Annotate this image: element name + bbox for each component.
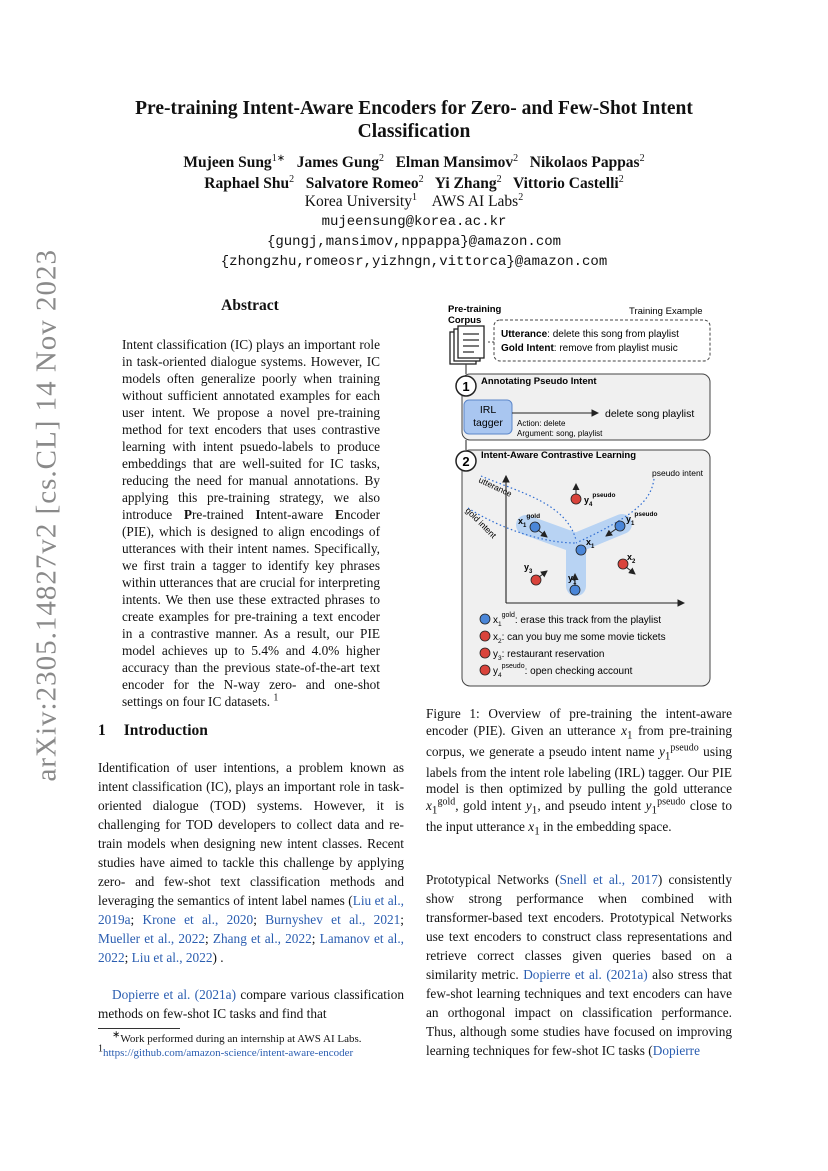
pie-letter-e: E: [334, 507, 344, 522]
legend-var: x: [493, 632, 498, 643]
author-line-2: [90, 175, 738, 193]
legend-marker-red: [480, 665, 490, 675]
utterance-example: [501, 329, 679, 340]
email-3: {zhongzhu,romeosr,yizhngn,vittorca}@amazon.com: [220, 254, 608, 270]
pie-word-intent: ntent-aware: [260, 507, 335, 522]
corpus-label-line-1: Pre-training: [448, 304, 502, 315]
training-example-box: [494, 320, 710, 361]
paper-title: [90, 97, 738, 143]
footnote-mark: 1: [273, 692, 279, 704]
author-name: Salvatore Romeo: [305, 175, 419, 192]
label-y1p-sub: 1: [631, 521, 635, 527]
math-var: y: [525, 797, 532, 813]
label-y1p-sup: pseudo: [634, 511, 658, 518]
gold-intent-axis-label: gold intent: [463, 505, 499, 541]
point-x1-anchor: [576, 545, 586, 555]
arxiv-identifier: arXiv:2305.14827v2 [cs.CL] 14 Nov 2023: [30, 248, 63, 782]
citation-link[interactable]: Dopierre: [652, 1043, 700, 1058]
body-text: also stress that few-shot learning techniques and text encoders can have an orthogonal impact on classification performance. Thus, although some studies have focused on improving learning techniques for few-shot IC tasks (: [426, 967, 732, 1058]
author-name: Raphael Shu: [204, 175, 290, 192]
math-sub: 1: [531, 804, 538, 817]
math-sub: 1: [534, 825, 540, 838]
point-y1-pseudo: [615, 521, 625, 531]
citation-separator: ;: [130, 912, 143, 927]
label-x2-var: x: [627, 552, 633, 562]
legend-sup: gold: [501, 612, 515, 619]
citation-link[interactable]: Lamanov et al., 2022: [98, 931, 404, 965]
legend-var: y: [493, 666, 498, 677]
citation-link[interactable]: Snell et al., 2017: [559, 872, 658, 887]
title-line-2: Classification: [357, 121, 471, 142]
citation-link[interactable]: Zhang et al., 2022: [212, 931, 312, 946]
pie-word-pre: re-trained: [192, 507, 256, 522]
math-var: y: [658, 743, 665, 759]
argument-label: Argument: song, playlist: [517, 429, 603, 438]
intro-paragraph-2: [98, 985, 404, 1023]
label-x1g-var: x: [518, 516, 524, 526]
corpus-label-line-2: Corpus: [448, 315, 482, 326]
label-y4-sup: pseudo: [592, 492, 616, 499]
intro-text: compare various classification methods on few-shot IC tasks and find that: [98, 987, 404, 1021]
caption-text: using labels from the intent role labeling (IRL) tagger. Our PIE model is then optimized by pulling the gold utterance: [426, 743, 732, 797]
author-affil-mark: 2: [618, 173, 624, 185]
gold-intent-key: Gold Intent: [501, 343, 554, 354]
abstract-text-a: Intent classification (IC) plays an important role in task-oriented dialogue systems. However, IC models often generalize poorly when training without sufficient annotated examples for each user intent. We propose a novel pre-training method for text encoders that uses contrastive learning with intent psuedo-labels to produce embeddings that are well-suited for IC tasks, reducing the need for manual annotations. By applying this pre-training strategy, we also introduce: [122, 337, 380, 522]
body-text: Prototypical Networks (: [426, 872, 560, 887]
intro-text: Identification of user intentions, a problem known as intent classification (IC), plays an important role in task-oriented dialogue (TOD) systems. However, it is challenging for TOD developers to collect data and re-train models when designing new intent classes. Recent studies have aimed to tackle this challenge by applying zero- and few-shot text classification methods and leveraging the semantics of intent label names (: [98, 760, 404, 908]
pseudo-intent-output: delete song playlist: [605, 408, 695, 420]
caption-text: close to the input utterance: [426, 797, 733, 834]
legend-item-1: [493, 612, 661, 628]
email-2: {gungj,mansimov,nppappa}@amazon.com: [266, 234, 562, 250]
affiliation-mark: 2: [518, 191, 524, 203]
math-var: x: [426, 797, 432, 813]
legend-sup: pseudo: [501, 663, 525, 670]
footnote-mark: ∗: [112, 1029, 121, 1041]
footnote-text: Work performed during an internship at AWS AI Labs.: [120, 1033, 362, 1045]
label-x2-sub: 2: [632, 559, 636, 565]
author-affil-mark: 1∗: [271, 152, 286, 164]
step-2-number: 2: [462, 454, 470, 469]
pseudo-intent-axis-label: pseudo intent: [652, 468, 704, 478]
math-sub: 1: [651, 804, 658, 817]
math-sub: 1: [431, 804, 438, 817]
citation-separator: ;: [400, 912, 404, 927]
tagger-label-line-2: tagger: [473, 417, 503, 429]
citation-separator: ;: [124, 950, 132, 965]
caption-text: , gold intent: [455, 797, 526, 813]
caption-text: Overview of pre-training the intent-aware encoder (PIE). Given an utterance: [426, 706, 732, 738]
step-1-title: Annotating Pseudo Intent: [481, 376, 597, 387]
legend-sub: 4: [498, 672, 502, 679]
author-affil-mark: 2: [496, 173, 502, 185]
caption-text: from pre-training corpus, we generate a pseudo intent name: [426, 722, 733, 759]
label-y1-sub: 1: [573, 580, 577, 586]
math-var: y: [645, 797, 652, 813]
right-column-paragraph: [426, 870, 732, 1060]
label-y1p-var: y: [626, 514, 632, 524]
abstract-body: [122, 336, 380, 710]
pie-letter-i: I: [255, 507, 261, 522]
affiliations: [90, 193, 738, 211]
author-name: James Gung: [296, 154, 379, 171]
training-example-label: Training Example: [629, 306, 703, 317]
legend-text: : can you buy me some movie tickets: [501, 632, 666, 643]
label-x1-sub: 1: [591, 544, 595, 550]
legend-text: : erase this track from the playlist: [514, 615, 662, 626]
email-1: mujeensung@korea.ac.kr: [321, 214, 507, 230]
title-line-1: Pre-training Intent-Aware Encoders for Zero- and Few-Shot Intent: [135, 98, 693, 119]
footnote-1: [98, 1029, 404, 1046]
label-x1g-sub: 1: [523, 523, 527, 529]
step-2-title: Intent-Aware Contrastive Learning: [481, 450, 637, 461]
citation-link[interactable]: Liu et al., 2022: [131, 950, 213, 965]
utterance-key: Utterance: [501, 329, 548, 340]
legend-sub: 1: [498, 621, 502, 628]
author-name: Elman Mansimov: [395, 154, 514, 171]
caption-text: in the embedding space.: [539, 818, 672, 834]
math-sup: pseudo: [670, 742, 699, 754]
caption-label: Figure 1:: [426, 706, 489, 721]
step-1-number: 1: [462, 379, 470, 394]
label-y1-var: y: [568, 573, 574, 583]
body-text: ) consistently show strong performance when combined with transformer-based text encoders. Prototypical Networks use text encoders to construct class representations and retrieve correct classes given queries based on a similarity metric.: [426, 872, 732, 982]
footnote-mark: 1: [98, 1043, 103, 1055]
caption-text: , and pseudo intent: [537, 797, 646, 813]
figure-1-diagram: [426, 298, 732, 694]
legend-marker-blue: [480, 614, 490, 624]
legend-marker-red: [480, 648, 490, 658]
citation-link[interactable]: Dopierre et al. (2021a): [112, 987, 237, 1002]
label-y4-var: y: [584, 495, 590, 505]
legend-marker-red: [480, 631, 490, 641]
figure-1-caption: [426, 706, 732, 840]
author-affil-mark: 2: [513, 152, 519, 164]
section-heading-introduction: [98, 722, 226, 740]
label-y4-sub: 4: [589, 502, 593, 508]
author-affil-mark: 2: [418, 173, 424, 185]
gold-intent-value: : remove from playlist music: [553, 343, 678, 354]
label-x1g-sup: gold: [526, 513, 541, 520]
author-affil-mark: 2: [289, 173, 295, 185]
tagger-label-line-1: IRL: [479, 404, 497, 416]
citation-link[interactable]: Krone et al., 2020: [142, 912, 254, 927]
abstract-text-b: ncoder (PIE), which is designed to align encodings of utterances with their intent names. Specifically, we first train a tagger to identify key phrases within utterances that are crucial for interpreting intents. We then use these extracted phrases to create examples for pre-training a text encoder in a contrastive manner. As a result, our PIE model achieves up to 5.4% and 4.0% higher accuracy than the previous state-of-the-art text encoder for the N-way zero- and one-shot settings on four IC datasets.: [122, 507, 381, 709]
citation-separator: ;: [253, 912, 266, 927]
point-y4-pseudo: [571, 494, 581, 504]
affiliation-mark: 1: [411, 191, 417, 203]
citation-link[interactable]: Burnyshev et al., 2021: [265, 912, 401, 927]
author-affil-mark: 2: [378, 152, 384, 164]
point-y1-gold: [570, 585, 580, 595]
author-affil-mark: 2: [639, 152, 645, 164]
author-line-1: [90, 154, 738, 172]
legend-var: x: [493, 615, 498, 626]
author-name: Yi Zhang: [434, 175, 497, 192]
pie-letter-p: P: [183, 507, 192, 522]
math-var: x: [528, 818, 535, 834]
intro-paragraph-1: [98, 758, 404, 967]
label-x1-var: x: [586, 537, 592, 547]
math-sub: 1: [627, 729, 633, 742]
utterance-axis-label: utterance: [477, 474, 514, 499]
utterance-value: : delete this song from playlist: [547, 329, 679, 340]
author-name: Nikolaos Pappas: [529, 154, 640, 171]
citation-link[interactable]: Liu et al., 2019a: [98, 893, 404, 927]
abstract-heading: Abstract: [221, 297, 279, 314]
footnote-2: [98, 1043, 404, 1060]
legend-text: : restaurant reservation: [501, 649, 605, 660]
author-name: Mujeen Sung: [183, 154, 272, 171]
citation-link[interactable]: Dopierre et al. (2021a): [523, 967, 648, 982]
legend-sub: 3: [498, 655, 502, 662]
legend-var: y: [493, 649, 498, 660]
label-y3-sub: 3: [529, 569, 533, 575]
footnote-divider: [98, 1028, 180, 1029]
citation-link[interactable]: Mueller et al., 2022: [98, 931, 206, 946]
math-sub: 1: [664, 750, 671, 763]
document-stack-icon: [450, 326, 484, 364]
github-link[interactable]: https://github.com/amazon-science/intent-aware-encoder: [103, 1047, 354, 1059]
affiliation-name: Korea University: [304, 193, 412, 210]
math-sup: pseudo: [657, 796, 686, 808]
affiliation-name: AWS AI Labs: [431, 193, 519, 210]
gold-intent-example: [501, 343, 678, 354]
legend-sub: 2: [498, 638, 502, 645]
citation-separator: ;: [311, 931, 320, 946]
math-sup: gold: [437, 796, 456, 808]
citation-separator: ;: [205, 931, 213, 946]
legend-text: : open checking account: [524, 666, 633, 677]
intro-text-end: ) .: [212, 950, 224, 965]
label-y3-var: y: [524, 562, 530, 572]
author-name: Vittorio Castelli: [512, 175, 619, 192]
action-label: Action: delete: [517, 419, 566, 428]
section-title: Introduction: [123, 722, 208, 739]
math-var: x: [621, 722, 627, 738]
section-number: 1: [98, 722, 106, 739]
